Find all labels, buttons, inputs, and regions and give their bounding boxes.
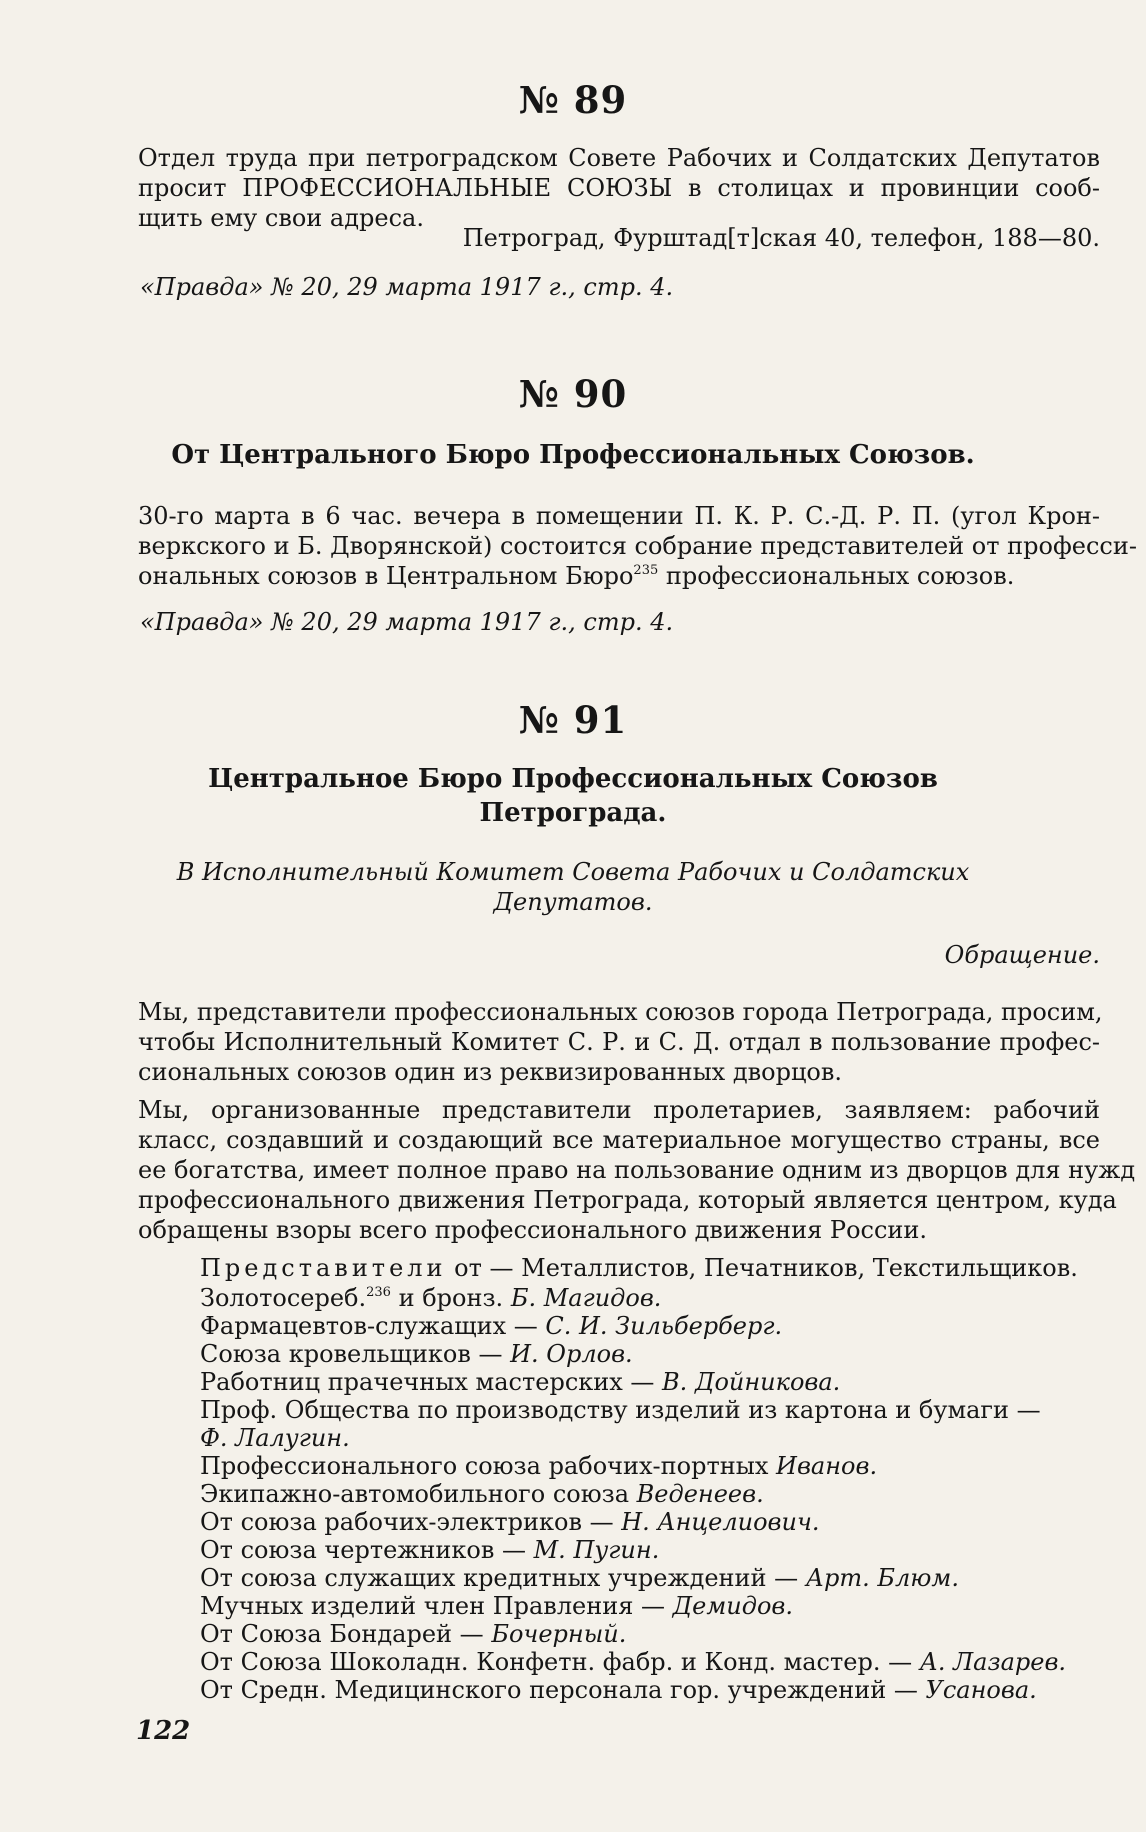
signatory-org: От Союза Бондарей — [200,1620,492,1648]
signatory-line [200,1339,633,1369]
signatory-name: Веденеев. [636,1480,764,1508]
doc-91-para-2-line-4: профессионального движения Петрограда, который является центром, куда [138,1186,1117,1214]
signatory-org: Союза кровельщиков — [200,1340,511,1368]
doc-89-number: № 89 [518,78,628,122]
signatory-line [200,1647,1066,1677]
signatory-name: Н. Анцелиович. [621,1508,820,1536]
signatory-org: Мучных изделий член Правления — [200,1592,673,1620]
doc-89-source: «Правда» № 20, 29 марта 1917 г., стр. 4. [140,273,674,301]
doc-90-title: От Центрального Бюро Профессиональных Союзов. [171,440,975,470]
signatory-org: От Союза Шоколадн. Конфетн. фабр. и Конд. мастер. — [200,1648,920,1676]
representatives-list: от — Металлистов, Печатников, Текстильщиков. [446,1254,1078,1282]
signatory-line [200,1479,764,1509]
doc-90-line-3-text: ональных союзов в Центральном Бюро [138,562,634,590]
doc-91-appeal: Обращение. [944,941,1100,969]
page-number: 122 [136,1716,191,1746]
signatory-org: Проф. Общества по производству изделий из картона и бумаги — [200,1396,1041,1424]
signatory-name: И. Орлов. [510,1340,633,1368]
doc-91-title-1: Центральное Бюро Профессиональных Союзов [208,764,938,794]
signatory-name: Иванов. [776,1452,878,1480]
signatory-line [200,1563,959,1593]
signatory-name: А. Лазарев. [919,1648,1067,1676]
signatory-name: С. И. Зильберберг. [545,1312,783,1340]
doc-91-para-2-line-3: ее богатства, имеет полное право на пользование одним из дворцов для нужд [138,1156,1136,1184]
signatory-line [200,1367,840,1397]
signatory-line [200,1507,820,1537]
signatory-line [200,1675,1037,1705]
signatory-name: Демидов. [672,1592,793,1620]
doc-90-line-3 [138,561,1014,591]
doc-91-title-2: Петрограда. [479,798,667,828]
doc-89-line-3: щить ему свои адреса. [138,204,424,232]
doc-91-para-2-line-2: класс, создавший и создающий все материальное могущество страны, все [138,1126,1100,1154]
signatory-line [200,1535,659,1565]
signatory-line [200,1395,1041,1425]
signatory-name: Ф. Лалугин. [200,1424,350,1452]
doc-91-addressee-1: В Исполнительный Комитет Совета Рабочих и Солдатских [176,858,970,886]
doc-90-line-2: веркского и Б. Дворянской) состоится собрание представителей от професси- [138,532,1137,560]
signatory-org: Фармацевтов-служащих — [200,1312,546,1340]
doc-91-para-1-line-2: чтобы Исполнительный Комитет С. Р. и С. Д. отдал в пользование профес- [138,1028,1100,1056]
signatory-line [200,1283,661,1313]
doc-90-line-3-tail: профессиональных союзов. [658,562,1015,590]
signatory-org: Золотосереб. [200,1284,367,1312]
signatory-name: М. Пугин. [533,1536,660,1564]
signatory-org: От Средн. Медицинского персонала гор. учреждений — [200,1676,926,1704]
signatory-org: Работниц прачечных мастерских — [200,1368,663,1396]
representatives-label: Представители [200,1254,447,1282]
doc-91-para-1-line-3: сиональных союзов один из реквизированных дворцов. [138,1058,842,1086]
signatory-name: В. Дойникова. [662,1368,841,1396]
doc-91-para-2-line-5: обращены взоры всего профессионального движения России. [138,1216,928,1244]
signatory-org: От союза рабочих-электриков — [200,1508,622,1536]
signatory-org: Экипажно-автомобильного союза [200,1480,637,1508]
doc-89-address: Петроград, Фурштад[т]ская 40, телефон, 188—80. [462,224,1100,252]
footnote-ref-235: 235 [633,563,659,578]
signatory-org: От союза служащих кредитных учреждений — [200,1564,806,1592]
doc-91-para-1-line-1: Мы, представители профессиональных союзов города Петрограда, просим, [138,998,1103,1026]
doc-90-source: «Правда» № 20, 29 марта 1917 г., стр. 4. [140,608,674,636]
doc-91-addressee-2: Депутатов. [493,888,653,916]
signatory-line [200,1619,626,1649]
signatory-line [200,1451,877,1481]
representatives-line [200,1253,1078,1283]
signatory-org: От союза чертежников — [200,1536,534,1564]
doc-89-line-1: Отдел труда при петроградском Совете Рабочих и Солдатских Депутатов [138,144,1100,172]
doc-90-line-1: 30-го марта в 6 час. вечера в помещении П. К. Р. С.-Д. Р. П. (угол Крон- [138,502,1100,530]
signatory-name: Б. Магидов. [510,1284,662,1312]
doc-90-number: № 90 [518,372,628,416]
signatory-line [200,1423,350,1453]
signatory-line [200,1311,782,1341]
footnote-ref-236: 236 [366,1285,391,1300]
signatory-org: Профессионального союза рабочих-портных [200,1452,777,1480]
doc-89-line-2: просит ПРОФЕССИОНАЛЬНЫЕ СОЮЗЫ в столицах и провинции сооб- [138,174,1100,202]
signatory-line [200,1591,793,1621]
signatory-name: Усанова. [925,1676,1037,1704]
signatory-org-tail: и бронз. [390,1284,511,1312]
signatory-name: Арт. Блюм. [805,1564,959,1592]
doc-91-para-2-line-1: Мы, организованные представители пролетариев, заявляем: рабочий [138,1096,1100,1124]
signatory-name: Бочерный. [491,1620,627,1648]
doc-91-number: № 91 [518,698,628,742]
